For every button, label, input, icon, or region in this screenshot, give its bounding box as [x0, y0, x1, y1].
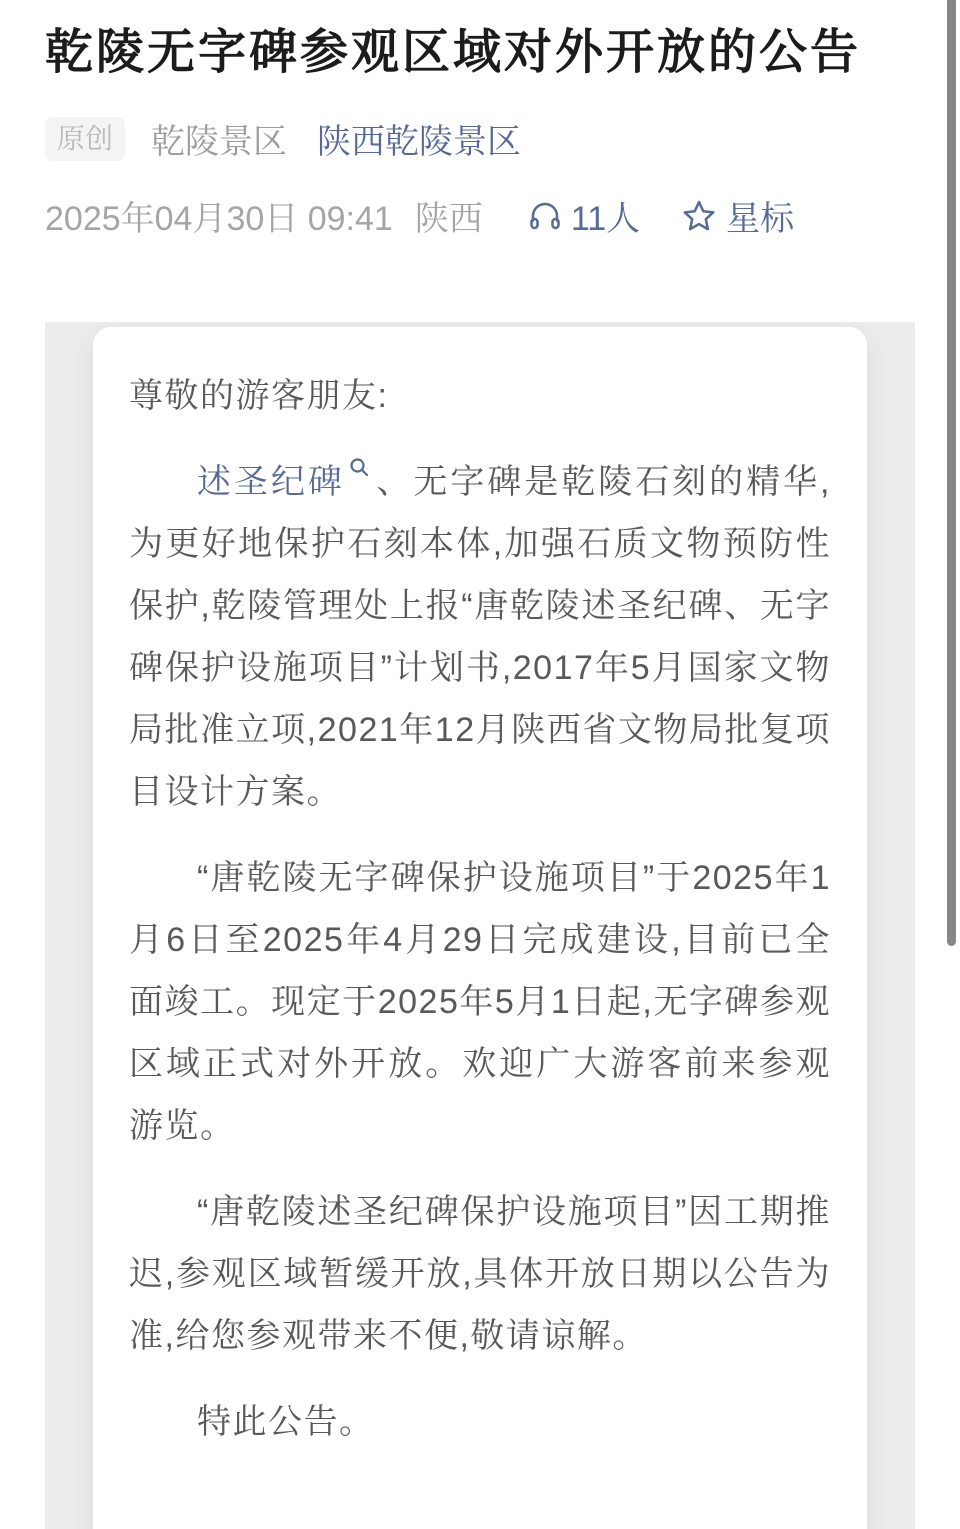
- salutation: 尊敬的游客朋友:: [129, 377, 389, 415]
- paragraph-1: [129, 451, 831, 823]
- article-header: [0, 0, 960, 240]
- content-background: [45, 322, 915, 1529]
- original-badge: 原创: [45, 117, 125, 161]
- star-outline-icon: [680, 197, 726, 235]
- listen-button[interactable]: [527, 191, 640, 240]
- publish-location: 陕西: [414, 200, 483, 238]
- account-link[interactable]: 陕西乾陵景区: [317, 123, 522, 161]
- announcement-card: [93, 327, 867, 1529]
- paragraph-1-text: 、无字碑是乾陵石刻的精华,为更好地保护石刻本体,加强石质文物预防性保护,乾陵管理处上报“唐乾陵述圣纪碑、无字碑保护设施项目”计划书,2017年5月国家文物局批准立项,2021年12月陕西省文物局批复项目设计方案。: [129, 463, 832, 811]
- author-name: 乾陵景区: [151, 123, 288, 161]
- publish-datetime: 2025年04月30日 09:41: [45, 200, 393, 238]
- byline-row: [45, 114, 915, 163]
- paragraph-2: “唐乾陵无字碑保护设施项目”于2025年1月6日至2025年4月29日完成建设,目前已全面竣工。现定于2025年5月1日起,无字碑参观区域正式对外开放。欢迎广大游客前来参观游览。: [129, 859, 831, 1145]
- entity-link[interactable]: 述圣纪碑: [197, 463, 345, 501]
- article-title: 乾陵无字碑参观区域对外开放的公告: [45, 26, 862, 79]
- magnifier-icon[interactable]: [347, 455, 371, 479]
- headphones-icon: [527, 198, 571, 234]
- publish-info-row: [45, 191, 915, 240]
- listen-count: 11人: [570, 200, 641, 238]
- closing-line: 特此公告。: [197, 1403, 375, 1441]
- scrollbar[interactable]: [947, 0, 956, 946]
- paragraph-3: “唐乾陵述圣纪碑保护设施项目”因工期推迟,参观区域暂缓开放,具体开放日期以公告为准,给您参观带来不便,敬请谅解。: [129, 1193, 831, 1355]
- star-button[interactable]: [680, 191, 794, 240]
- star-label: 星标: [726, 200, 795, 238]
